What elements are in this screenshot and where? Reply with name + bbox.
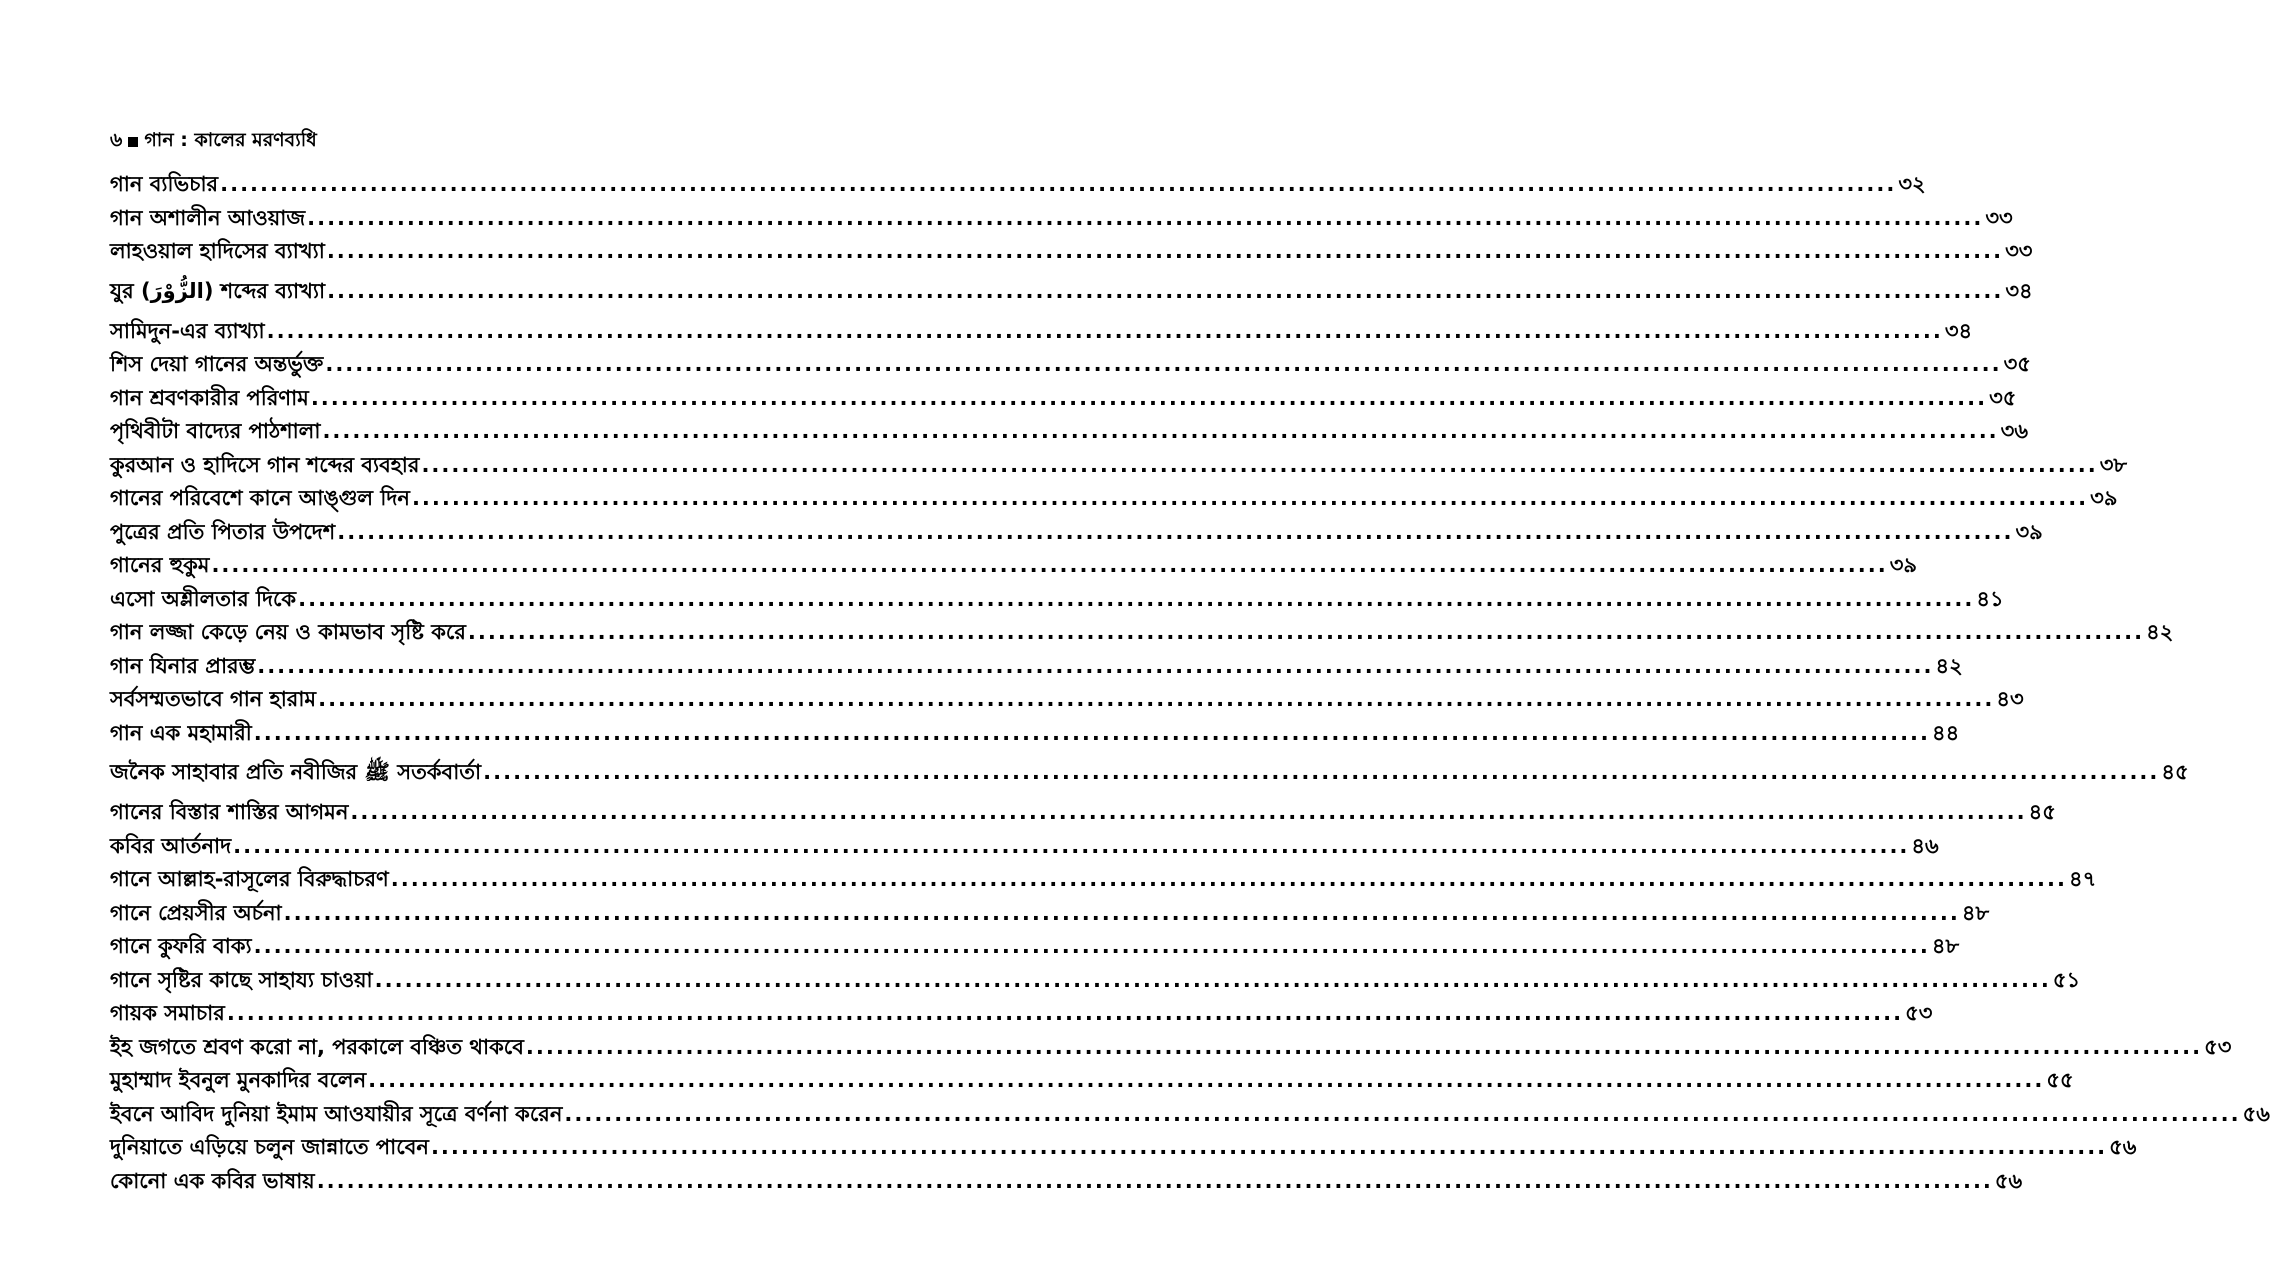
dot-leader <box>431 1135 2107 1159</box>
toc-entry-title: মুহাম্মাদ ইবনুল মুনকাদির বলেন <box>110 1068 367 1092</box>
toc-entry-page: ৩৫ <box>1989 385 2017 410</box>
dot-leader <box>220 172 1896 196</box>
dot-leader <box>211 553 1887 577</box>
toc-entry-page: ৪৩ <box>1996 687 2024 711</box>
toc-entry-page: ৩৬ <box>2000 419 2028 443</box>
toc-entry-title: গান যিনার প্রারম্ভ <box>110 653 256 678</box>
toc-entry-page: ৩৩ <box>2005 239 2033 263</box>
toc-entry-title: কুরআন ও হাদিসে গান শব্দের ব্যবহার <box>110 452 420 477</box>
dot-leader <box>412 486 2088 510</box>
dot-leader <box>257 654 1933 678</box>
dot-leader <box>284 901 1960 925</box>
dot-leader <box>350 800 2026 824</box>
toc-entry <box>110 269 2033 315</box>
toc-entry-page: ৩৯ <box>2090 486 2118 510</box>
toc-entry-page: ৫৬ <box>2242 1101 2270 1126</box>
toc-entry-title: কবির আর্তনাদ <box>110 833 232 858</box>
toc-entry-title: পুত্রের প্রতি পিতার উপদেশ <box>110 519 336 544</box>
toc-entry-page: ৪১ <box>1976 586 2004 611</box>
toc-entry-title: এসো অশ্লীলতার দিকে <box>110 586 297 611</box>
toc-entry <box>110 830 1939 864</box>
toc-entry-page: ৪২ <box>2146 620 2174 644</box>
toc-entry-title: গান শ্রবণকারীর পরিণাম <box>110 385 309 410</box>
toc-entry-page: ৪৮ <box>1961 900 1990 925</box>
dot-leader <box>468 620 2144 644</box>
toc-entry <box>110 897 1990 931</box>
toc-entry <box>110 1031 2232 1065</box>
toc-entry-page: ৪৮ <box>1931 934 1960 958</box>
dot-leader <box>483 760 2159 784</box>
toc-entry <box>110 717 1960 751</box>
toc-entry <box>110 930 1960 964</box>
toc-entry-page: ৩৪ <box>1944 318 1973 343</box>
toc-entry <box>110 516 2043 550</box>
toc-entry-title: গানে কুফরি বাক্য <box>110 934 252 958</box>
toc-entry <box>110 202 2013 236</box>
toc-entry <box>110 650 1963 684</box>
dot-leader <box>325 352 2001 376</box>
toc-entry-title: ইবনে আবিদ দুনিয়া ইমাম আওযায়ীর সূত্রে বর্ণনা করেন <box>110 1101 563 1126</box>
toc-entry-page: ৫৬ <box>1994 1168 2023 1193</box>
dot-leader <box>526 1035 2202 1059</box>
toc-entry-title: গানে প্রেয়সীর অর্চনা <box>110 900 282 925</box>
dot-leader <box>254 934 1930 958</box>
dot-leader <box>322 419 1998 443</box>
toc-entry <box>110 583 2004 617</box>
dot-leader <box>317 1169 1993 1193</box>
toc-entry <box>110 1098 2270 1132</box>
toc-entry-title: সামিদুন-এর ব্যাখ্যা <box>110 318 265 343</box>
toc-entry-title: লাহওয়াল হাদিসের ব্যাখ্যা <box>110 239 325 263</box>
toc-entry-title: কোনো এক কবির ভাষায় <box>110 1168 315 1193</box>
toc-entry-page: ৫৫ <box>2046 1068 2074 1092</box>
toc-entry-page: ৫৩ <box>2204 1034 2232 1059</box>
toc-entry-title: জনৈক সাহাবার প্রতি নবীজির ﷺ সতর্কবার্তা <box>110 760 482 784</box>
dot-leader <box>311 386 1987 410</box>
toc-entry-page: ৪৪ <box>1932 720 1960 745</box>
toc-entry <box>110 449 2127 483</box>
toc-entry-page: ৩২ <box>1898 172 1926 196</box>
toc-entry-page: ৩৪ <box>2005 278 2033 303</box>
toc-entry <box>110 1064 2074 1098</box>
toc-entry-page: ৩৯ <box>2015 519 2043 544</box>
toc-entry-page: ৪৫ <box>2161 760 2189 784</box>
toc-entry-page: ৩৫ <box>2003 352 2031 376</box>
toc-entry-title: গান ব্যভিচার <box>110 172 219 196</box>
toc-entry <box>110 796 2056 830</box>
dot-leader <box>307 206 1983 230</box>
toc-entry <box>110 315 1973 349</box>
dot-leader <box>298 587 1974 611</box>
toc-entry-page: ৪৭ <box>2069 867 2097 891</box>
toc-entry-page: ৫৬ <box>2109 1135 2137 1159</box>
toc-entry-page: ৪৬ <box>1911 833 1939 858</box>
running-head <box>110 126 317 158</box>
toc-entry <box>110 964 2081 998</box>
toc-entry <box>110 415 2028 449</box>
toc-entry-title: সর্বসম্মতভাবে গান হারাম <box>110 687 317 711</box>
toc-entry <box>110 997 1933 1031</box>
dot-leader <box>337 520 2013 544</box>
toc-entry-title: যুর (الزُّوْرَ) শব্দের ব্যাখ্যা <box>110 278 326 303</box>
toc-entry-title: গানের বিস্তার শাস্তির আগমন <box>110 800 349 824</box>
toc-entry-page: ৩৯ <box>1889 553 1917 577</box>
toc-entry <box>110 1165 2023 1199</box>
toc-entry <box>110 683 2024 717</box>
toc-entry <box>110 1131 2137 1165</box>
toc-entry <box>110 616 2174 650</box>
dot-leader <box>375 968 2051 992</box>
square-bullet-icon <box>128 137 138 147</box>
toc-entry-title: গানের হুকুম <box>110 553 210 577</box>
toc-entry-page: ৪৫ <box>2028 800 2056 824</box>
page-number: ৬ <box>110 129 123 151</box>
toc-entry-title: গানের পরিবেশে কানে আঙ্গুল দিন <box>110 486 410 510</box>
dot-leader <box>227 1001 1903 1025</box>
dot-leader <box>318 687 1994 711</box>
dot-leader <box>391 867 2067 891</box>
toc-entry-page: ৪২ <box>1935 653 1963 678</box>
table-of-contents <box>110 168 2270 1198</box>
toc-entry-page: ৩৩ <box>1985 205 2013 230</box>
toc-entry-page: ৫৩ <box>1905 1001 1933 1025</box>
dot-leader <box>368 1068 2044 1092</box>
toc-entry-title: গানে আল্লাহ-রাসূলের বিরুদ্ধাচরণ <box>110 867 389 891</box>
dot-leader <box>267 319 1943 343</box>
toc-entry <box>110 750 2189 796</box>
dot-leader <box>327 279 2003 303</box>
toc-entry <box>110 482 2118 516</box>
toc-entry-title: পৃথিবীটা বাদ্যের পাঠশালা <box>110 419 321 443</box>
toc-entry-title: গান অশালীন আওয়াজ <box>110 205 306 230</box>
dot-leader <box>254 721 1930 745</box>
dot-leader <box>564 1102 2240 1126</box>
toc-entry-title: গায়ক সমাচার <box>110 1001 225 1025</box>
toc-entry-title: গান লজ্জা কেড়ে নেয় ও কামভাব সৃষ্টি করে <box>110 620 466 644</box>
toc-entry-title: দুনিয়াতে এড়িয়ে চলুন জান্নাতে পাবেন <box>110 1135 429 1159</box>
toc-entry <box>110 382 2017 416</box>
toc-entry-page: ৩৮ <box>2099 452 2127 477</box>
toc-entry-title: গান এক মহামারী <box>110 720 252 745</box>
toc-entry <box>110 863 2097 897</box>
toc-entry <box>110 549 1917 583</box>
toc-entry <box>110 168 1926 202</box>
toc-entry <box>110 235 2033 269</box>
dot-leader <box>421 453 2097 477</box>
toc-entry-title: ইহ জগতে শ্রবণ করো না, পরকালে বঞ্চিত থাকবে <box>110 1034 524 1059</box>
dot-leader <box>233 834 1909 858</box>
toc-entry-page: ৫১ <box>2052 967 2081 992</box>
dot-leader <box>327 239 2003 263</box>
toc-entry-title: শিস দেয়া গানের অন্তর্ভুক্ত <box>110 352 324 376</box>
book-title: গান : কালের মরণব্যধি <box>144 129 317 151</box>
toc-entry-title: গানে সৃষ্টির কাছে সাহায্য চাওয়া <box>110 967 373 992</box>
toc-entry <box>110 348 2031 382</box>
